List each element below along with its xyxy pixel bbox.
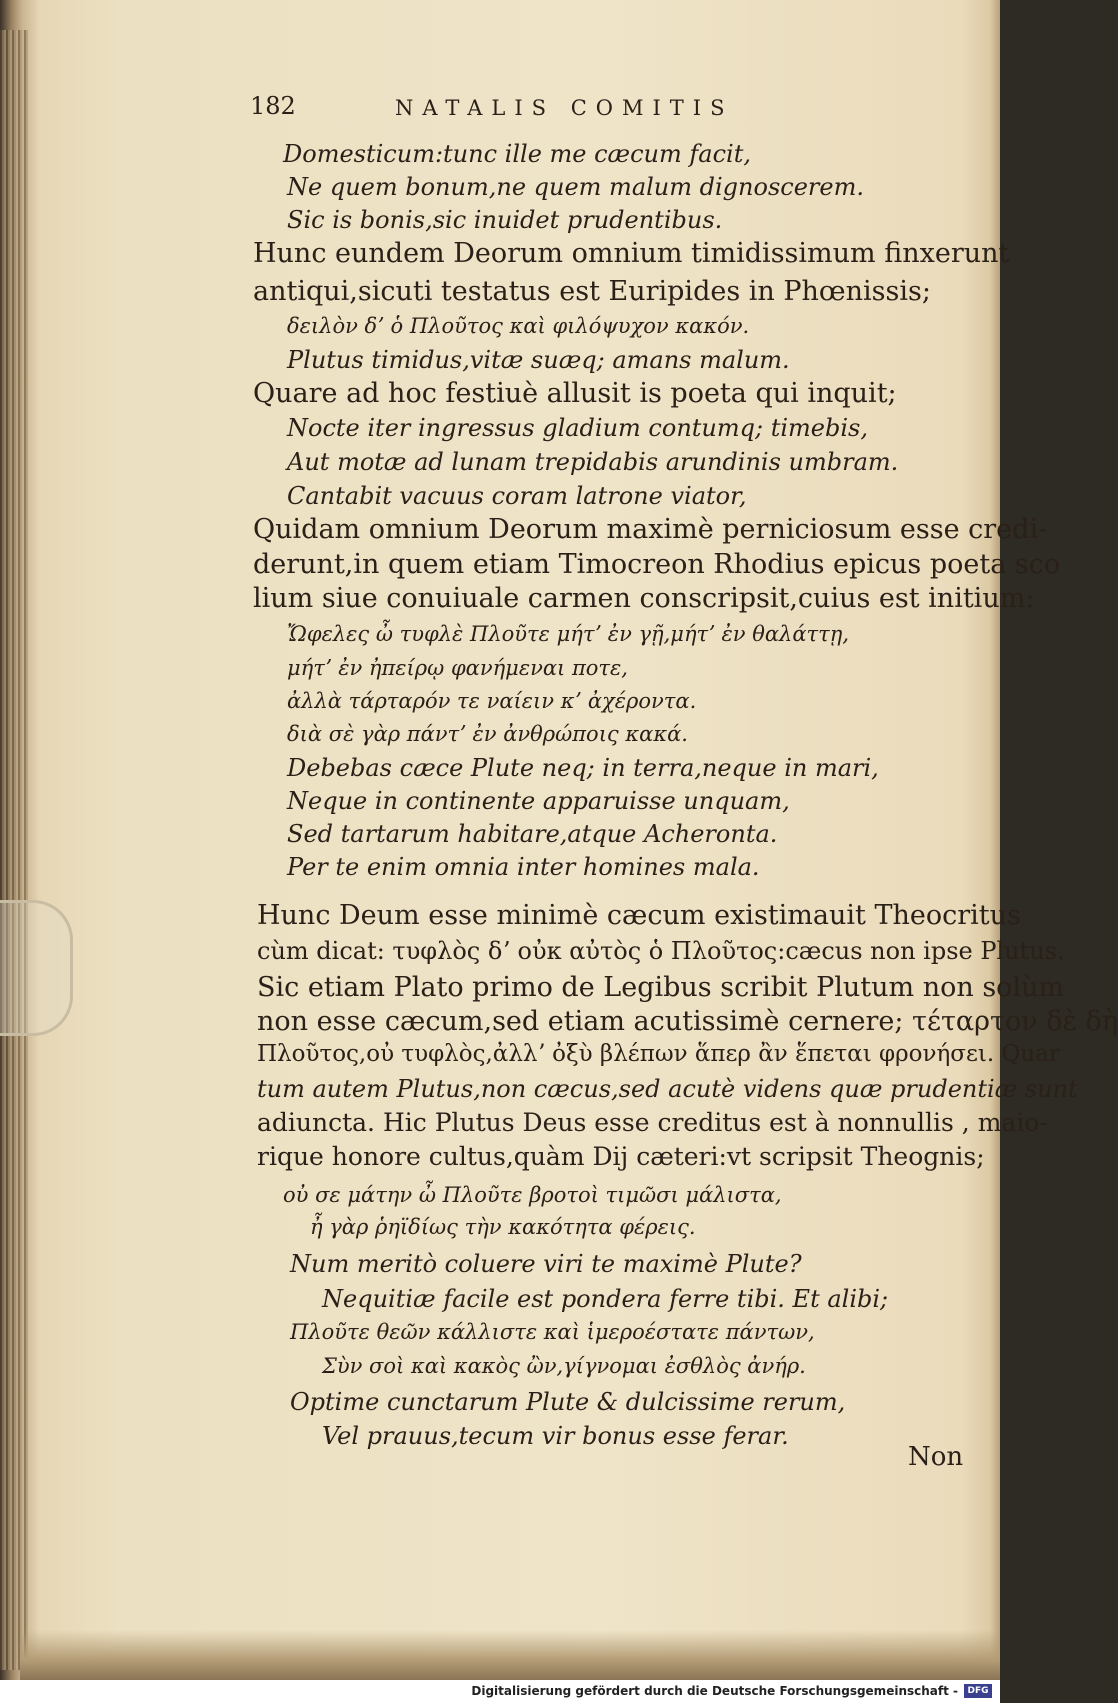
funding-credit: Digitalisierung gefördert durch die Deutsche Forschungsgemeinschaft - [471,1684,958,1698]
greek-line: ἀλλὰ τάρταρόν τε ναίειν κʼ ἀχέροντα. [287,689,697,713]
greek-line: οὐ σε μάτην ὦ Πλοῦτε βροτοὶ τιμῶσι μάλιστα, [283,1183,782,1207]
text-line: Aut motæ ad lunam trepidabis arundinis umbram. [287,448,899,476]
text-line: Πλοῦτος,οὐ τυφλὸς,ἀλλʼ ὀξὺ βλέπων ἅπερ ἂν ἕπεται φρονήσει. Quar [257,1041,1060,1067]
text-line: Ne quem bonum,ne quem malum dignoscerem. [287,173,864,201]
greek-line: Ὤφελες ὦ τυφλὲ Πλοῦτε μήτʼ ἐν γῇ,μήτʼ ἐν θαλάττῃ, [287,622,850,646]
text-line: Cantabit vacuus coram latrone viator, [287,482,747,510]
page-bottom-shadow [20,1630,1000,1680]
text-line: Neque in continente apparuisse unquam, [287,787,790,815]
text-line: Hunc Deum esse minimè cæcum existimauit Theocritus [257,900,1021,931]
text-line: Nocte iter ingressus gladium contumq; timebis, [287,414,868,442]
greek-line: δειλὸν δʼ ὁ Πλοῦτος καὶ φιλόψυχον κακόν. [287,314,750,338]
text-line: Per te enim omnia inter homines mala. [287,853,760,881]
text-line: Quare ad hoc festiuè allusit is poeta qui inquit; [253,378,897,409]
footer-bar [0,1680,1000,1703]
text-line: rique honore cultus,quàm Dij cæteri:vt scripsit Theognis; [257,1142,985,1171]
text-line: antiqui,sicuti testatus est Euripides in Phœnissis; [253,276,931,307]
text-line: tum autem Plutus,non cæcus,sed acutè videns quæ prudentiæ sunt [257,1075,1078,1103]
dfg-logo: DFG [964,1684,992,1698]
text-line: cùm dicat: τυφλὸς δʼ οὐκ αὐτὸς ὁ Πλοῦτος:cæcus non ipse Plutus. [257,937,1065,965]
page-header [250,92,850,132]
book-page-edges [0,30,28,1670]
text-line: Optime cunctarum Plute & dulcissime rerum, [290,1388,846,1416]
text-line: Sic is bonis,sic inuidet prudentibus. [287,206,723,234]
text-line: derunt,in quem etiam Timocreon Rhodius epicus poeta sco [253,549,1061,580]
text-line: Quidam omnium Deorum maximè perniciosum esse credi- [253,514,1048,545]
text-line: Nequitiæ facile est pondera ferre tibi. Et alibi; [322,1285,889,1313]
page-number: 182 [250,92,296,120]
greek-line: Πλοῦτε θεῶν κάλλιστε καὶ ἱμεροέστατε πάντων, [290,1320,815,1344]
text-line: non esse cæcum,sed etiam acutissimè cernere; τέταρτον δὲ δὴ [257,1006,1118,1037]
greek-line: Σὺν σοὶ καὶ κακὸς ὢν,γίγνομαι ἐσθλὸς ἀνήρ. [322,1354,806,1378]
greek-line: ἦ γὰρ ῥηϊδίως τὴν κακότητα φέρεις. [310,1215,696,1239]
text-line: Domesticum:tunc ille me cæcum facit, [283,140,751,168]
catchword: Non [908,1442,964,1472]
text-line: Debebas cæce Plute neq; in terra,neque in mari, [287,754,879,782]
greek-line: διὰ σὲ γὰρ πάντʼ ἐν ἀνθρώποις κακά. [287,722,688,746]
greek-line: μήτʼ ἐν ἠπείρῳ φανήμεναι ποτε, [287,656,628,680]
running-title: NATALIS COMITIS [395,96,734,120]
text-line: Vel prauus,tecum vir bonus esse ferar. [322,1422,789,1450]
text-line: Plutus timidus,vitæ suæq; amans malum. [287,346,790,374]
text-line: Hunc eundem Deorum omnium timidissimum finxerunt [253,238,1010,269]
text-line: Num meritò coluere viri te maximè Plute? [290,1250,802,1278]
text-line: lium siue conuiuale carmen conscripsit,cuius est initium: [253,583,1035,614]
page-clip [0,900,73,1036]
text-line: adiuncta. Hic Plutus Deus esse creditus est à nonnullis , maio- [257,1108,1048,1137]
text-line: Sic etiam Plato primo de Legibus scribit Plutum non solùm [257,972,1065,1003]
text-line: Sed tartarum habitare,atque Acheronta. [287,820,778,848]
